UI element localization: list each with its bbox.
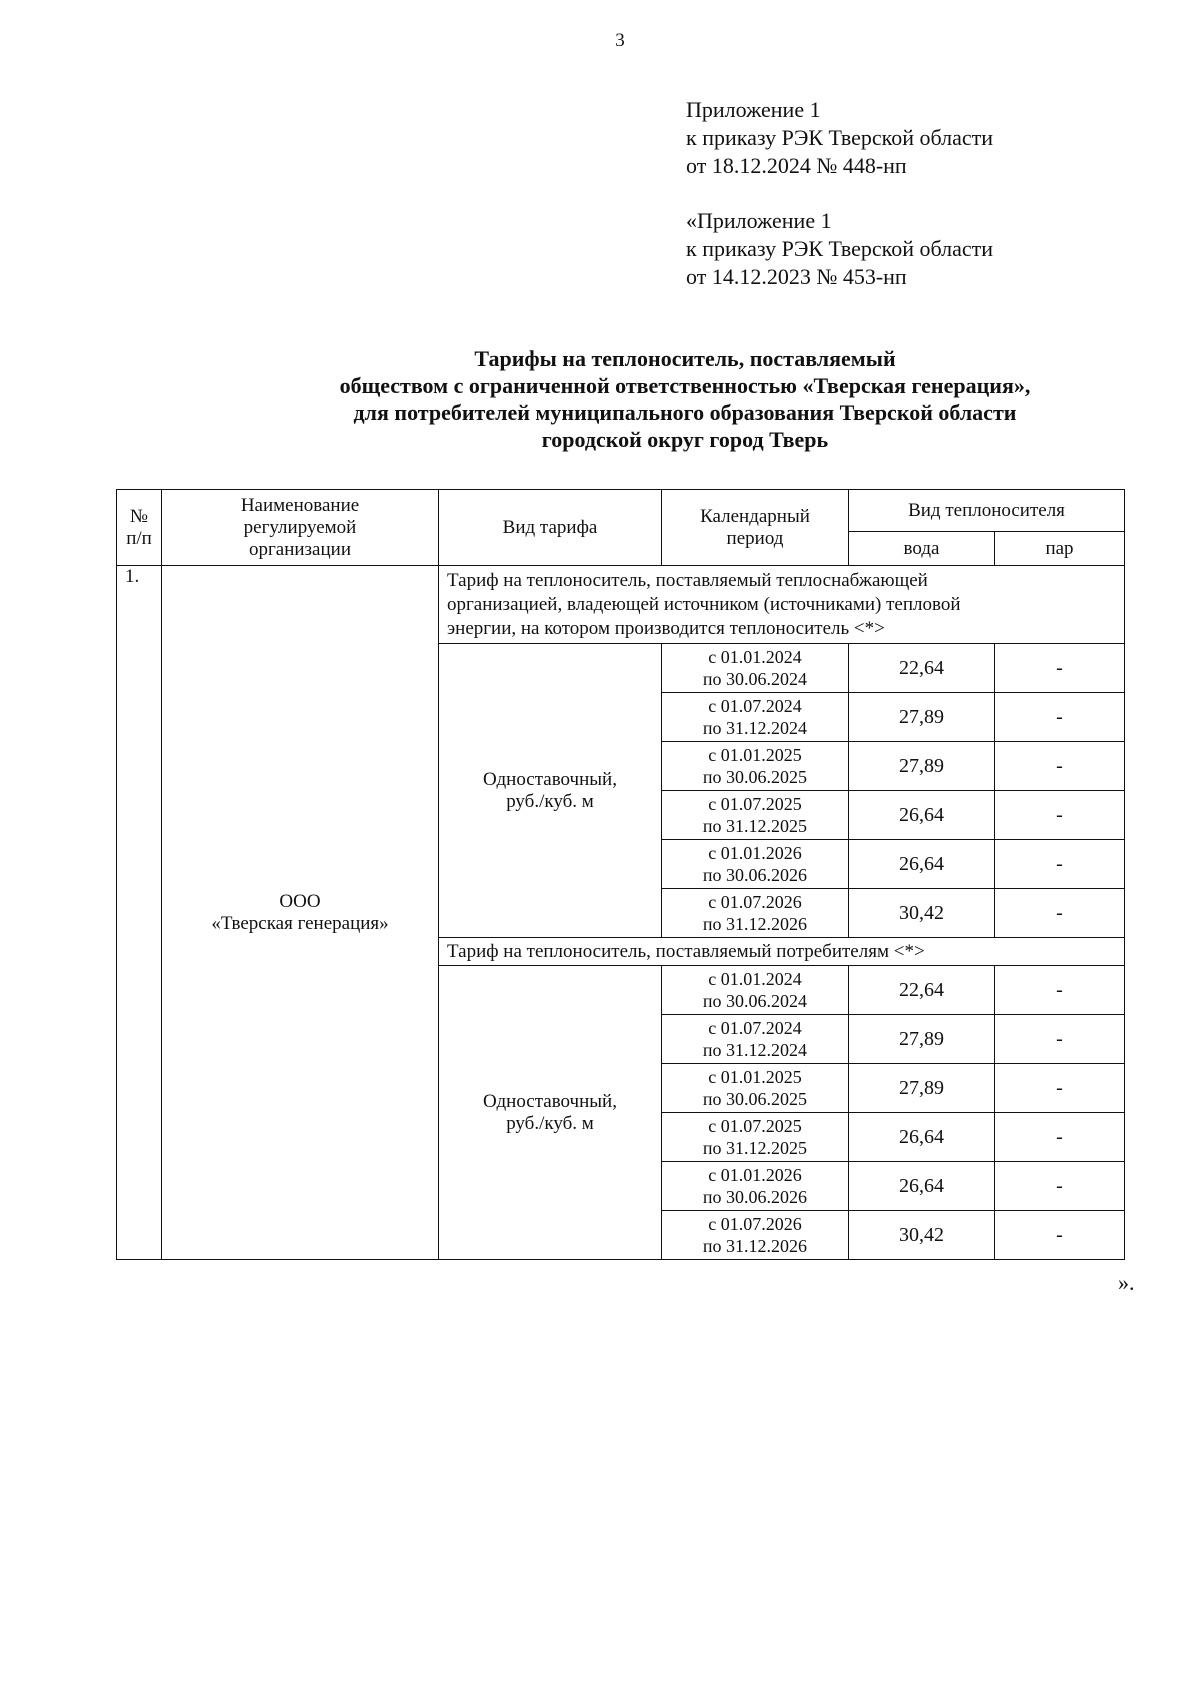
period-cell: с 01.07.2026 по 31.12.2026 xyxy=(662,1211,849,1260)
period-cell: с 01.07.2024 по 31.12.2024 xyxy=(662,693,849,742)
period-cell: с 01.01.2024 по 30.06.2024 xyxy=(662,644,849,693)
tariff-type-cell: Одноставочный, руб./куб. м xyxy=(439,644,662,938)
steam-value: - xyxy=(995,791,1125,840)
header-period: Календарный период xyxy=(662,490,849,566)
header-organization: Наименование регулируемой организации xyxy=(162,490,439,566)
header-steam: пар xyxy=(995,532,1125,566)
water-value: 26,64 xyxy=(849,791,995,840)
period-cell: с 01.01.2026 по 30.06.2026 xyxy=(662,1162,849,1211)
period-cell: с 01.01.2025 по 30.06.2025 xyxy=(662,1064,849,1113)
steam-value: - xyxy=(995,840,1125,889)
appendix-line: от 14.12.2023 № 453-нп xyxy=(686,264,907,289)
water-value: 27,89 xyxy=(849,1015,995,1064)
organization-name: ООО «Тверская генерация» xyxy=(162,566,439,1260)
title-line: городской округ город Тверь xyxy=(541,427,829,452)
title-line: обществом с ограниченной ответственностью «Тверская генерация», xyxy=(339,373,1031,398)
header-number: № п/п xyxy=(117,490,162,566)
water-value: 30,42 xyxy=(849,1211,995,1260)
water-value: 27,89 xyxy=(849,1064,995,1113)
appendix-previous-reference xyxy=(686,207,993,291)
period-cell: с 01.07.2025 по 31.12.2025 xyxy=(662,791,849,840)
title-line: Тарифы на теплоноситель, поставляемый xyxy=(474,346,896,371)
period-cell: с 01.01.2024 по 30.06.2024 xyxy=(662,966,849,1015)
section-title: Тариф на теплоноситель, поставляемый потребителям <*> xyxy=(439,938,1125,966)
title-line: для потребителей муниципального образования Тверской области xyxy=(353,400,1017,425)
header-tariff-type: Вид тарифа xyxy=(439,490,662,566)
table-header-row xyxy=(117,490,1125,532)
document-title xyxy=(160,345,1200,453)
steam-value: - xyxy=(995,889,1125,938)
section-title: Тариф на теплоноситель, поставляемый теплоснабжающей организацией, владеющей источником (источниками) тепловой энергии, на котором производится теплоноситель <*> xyxy=(439,566,1125,644)
water-value: 22,64 xyxy=(849,644,995,693)
water-value: 27,89 xyxy=(849,742,995,791)
period-cell: с 01.01.2026 по 30.06.2026 xyxy=(662,840,849,889)
section-title-row xyxy=(117,566,1125,644)
appendix-line: к приказу РЭК Тверской области xyxy=(686,236,994,261)
steam-value: - xyxy=(995,1064,1125,1113)
water-value: 27,89 xyxy=(849,693,995,742)
steam-value: - xyxy=(995,1015,1125,1064)
period-cell: с 01.07.2025 по 31.12.2025 xyxy=(662,1113,849,1162)
header-water: вода xyxy=(849,532,995,566)
steam-value: - xyxy=(995,742,1125,791)
water-value: 30,42 xyxy=(849,889,995,938)
appendix-line: от 18.12.2024 № 448-нп xyxy=(686,153,907,178)
period-cell: с 01.07.2026 по 31.12.2026 xyxy=(662,889,849,938)
appendix-current-reference xyxy=(686,96,993,180)
closing-quote-mark: ». xyxy=(1118,1270,1135,1295)
steam-value: - xyxy=(995,1162,1125,1211)
row-number: 1. xyxy=(117,566,162,1260)
steam-value: - xyxy=(995,1211,1125,1260)
steam-value: - xyxy=(995,693,1125,742)
water-value: 26,64 xyxy=(849,1162,995,1211)
header-carrier: Вид теплоносителя xyxy=(849,490,1125,532)
period-cell: с 01.01.2025 по 30.06.2025 xyxy=(662,742,849,791)
steam-value: - xyxy=(995,644,1125,693)
appendix-line: Приложение 1 xyxy=(686,97,821,122)
tariff-table xyxy=(116,489,1125,1260)
water-value: 26,64 xyxy=(849,840,995,889)
water-value: 26,64 xyxy=(849,1113,995,1162)
appendix-line: «Приложение 1 xyxy=(686,208,832,233)
tariff-type-cell: Одноставочный, руб./куб. м xyxy=(439,966,662,1260)
steam-value: - xyxy=(995,966,1125,1015)
period-cell: с 01.07.2024 по 31.12.2024 xyxy=(662,1015,849,1064)
page-number: 3 xyxy=(615,30,625,51)
appendix-line: к приказу РЭК Тверской области xyxy=(686,125,994,150)
steam-value: - xyxy=(995,1113,1125,1162)
water-value: 22,64 xyxy=(849,966,995,1015)
